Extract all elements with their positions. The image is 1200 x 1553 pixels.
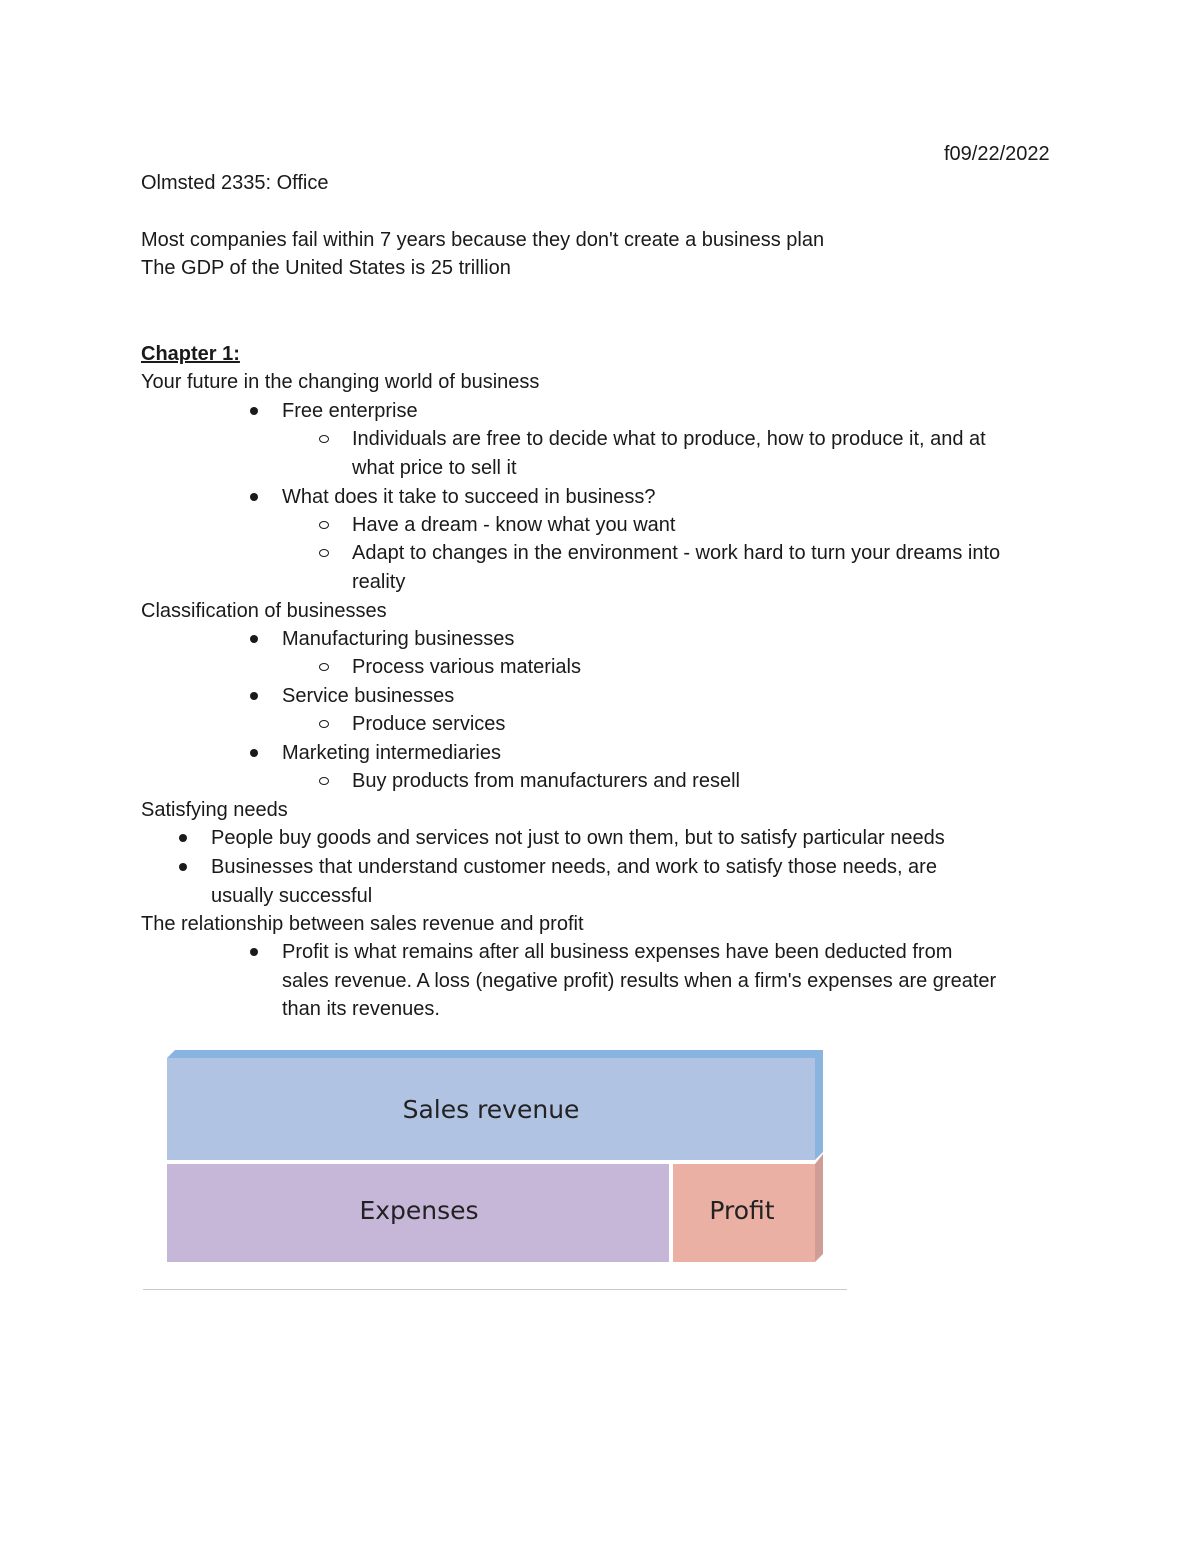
list-item-manufacturing: Manufacturing businesses bbox=[282, 628, 515, 650]
sales-revenue-label: Sales revenue bbox=[402, 1095, 580, 1124]
succeed-item-2-line-1: Adapt to changes in the environment - work hard to turn your dreams into bbox=[352, 542, 1001, 564]
bullet-icon bbox=[250, 692, 258, 700]
list-item-free-enterprise: Free enterprise bbox=[282, 400, 418, 422]
service-detail: Produce services bbox=[352, 713, 506, 735]
expenses-label: Expenses bbox=[359, 1196, 479, 1225]
succeed-item-1: Have a dream - know what you want bbox=[352, 514, 676, 536]
revenue-profit-diagram bbox=[165, 1048, 827, 1266]
bullet-icon bbox=[250, 635, 258, 643]
profit-side-edge bbox=[815, 1154, 823, 1262]
bullet-icon bbox=[250, 749, 258, 757]
free-enterprise-detail-line-2: what price to sell it bbox=[352, 457, 517, 479]
intro-line-1: Most companies fail within 7 years because they don't create a business plan bbox=[141, 229, 825, 251]
sub-bullet-icon bbox=[319, 720, 329, 728]
profit-line-3: than its revenues. bbox=[282, 998, 440, 1020]
intro-line-2: The GDP of the United States is 25 trillion bbox=[141, 257, 511, 279]
horizontal-divider bbox=[143, 1289, 847, 1290]
sub-bullet-icon bbox=[319, 521, 329, 529]
sales-top-edge bbox=[167, 1050, 823, 1058]
list-item-service: Service businesses bbox=[282, 685, 455, 707]
list-item-marketing: Marketing intermediaries bbox=[282, 742, 501, 764]
marketing-detail: Buy products from manufacturers and resell bbox=[352, 770, 740, 792]
bullet-icon bbox=[250, 407, 258, 415]
needs-item-2-line-2: usually successful bbox=[211, 885, 373, 907]
chapter-title: Chapter 1: bbox=[141, 343, 240, 365]
profit-line-2: sales revenue. A loss (negative profit) results when a firm's expenses are greater bbox=[282, 970, 997, 992]
profit-heading: The relationship between sales revenue and profit bbox=[141, 913, 584, 935]
free-enterprise-detail-line-1: Individuals are free to decide what to produce, how to produce it, and at bbox=[352, 428, 986, 450]
needs-item-2-line-1: Businesses that understand customer needs, and work to satisfy those needs, are bbox=[211, 856, 937, 878]
bullet-icon bbox=[179, 834, 187, 842]
classification-heading: Classification of businesses bbox=[141, 600, 387, 622]
sub-bullet-icon bbox=[319, 435, 329, 443]
succeed-item-2-line-2: reality bbox=[352, 571, 406, 593]
sub-bullet-icon bbox=[319, 663, 329, 671]
profit-label: Profit bbox=[709, 1196, 775, 1225]
bullet-icon bbox=[250, 948, 258, 956]
needs-item-1: People buy goods and services not just to own them, but to satisfy particular needs bbox=[211, 827, 945, 849]
list-item-succeed: What does it take to succeed in business? bbox=[282, 486, 656, 508]
sub-bullet-icon bbox=[319, 549, 329, 557]
document-date: f09/22/2022 bbox=[944, 143, 1050, 165]
sales-side-edge bbox=[815, 1050, 823, 1160]
manufacturing-detail: Process various materials bbox=[352, 656, 581, 678]
location-line: Olmsted 2335: Office bbox=[141, 172, 329, 194]
chapter-subtitle: Your future in the changing world of business bbox=[141, 371, 540, 393]
profit-line-1: Profit is what remains after all business expenses have been deducted from bbox=[282, 941, 953, 963]
bullet-icon bbox=[250, 493, 258, 501]
bullet-icon bbox=[179, 863, 187, 871]
sub-bullet-icon bbox=[319, 777, 329, 785]
needs-heading: Satisfying needs bbox=[141, 799, 288, 821]
